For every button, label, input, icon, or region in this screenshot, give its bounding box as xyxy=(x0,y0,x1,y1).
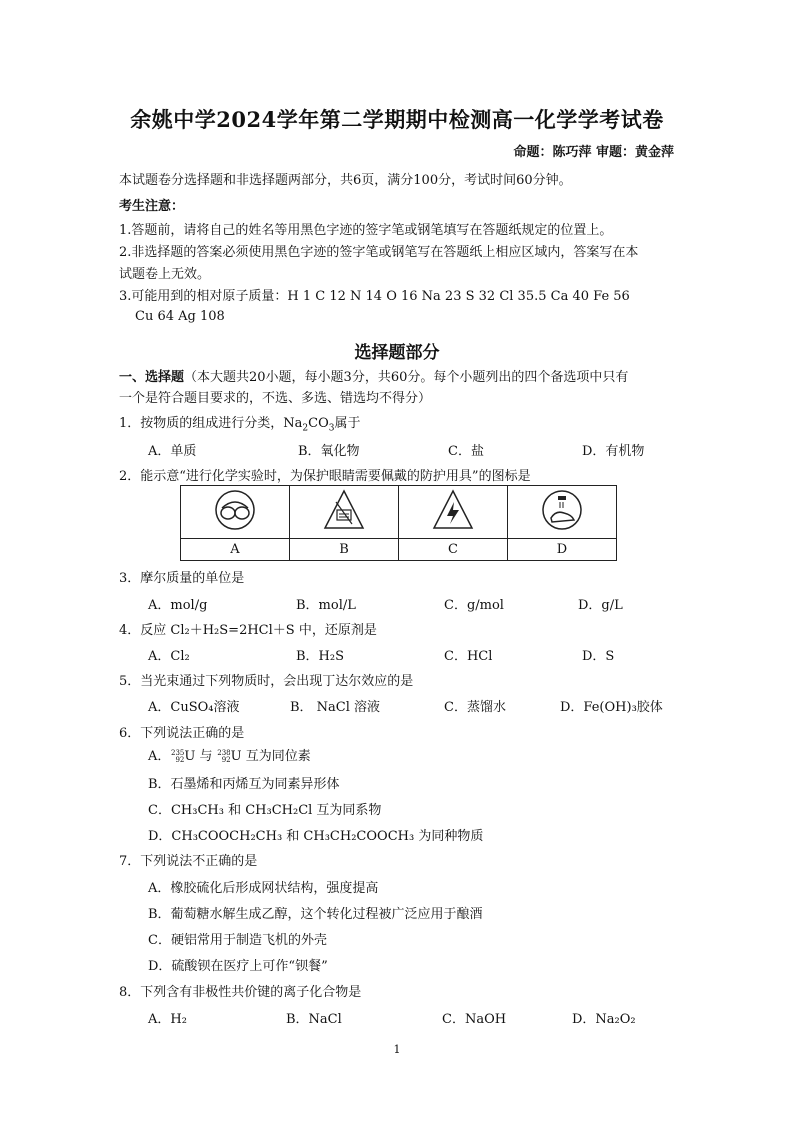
question-6-stem: 6．下列说法正确的是 xyxy=(119,726,245,741)
question-3-stem: 3．摩尔质量的单位是 xyxy=(119,571,245,586)
q2-icon-cell-d xyxy=(508,486,617,539)
q2-label-a: A xyxy=(181,539,290,561)
q8-option-d: D．Na₂O₂ xyxy=(572,1012,636,1027)
part1-description-cont: 一个是符合题目要求的，不选、多选、错选均不得分） xyxy=(119,391,432,406)
q6-option-a xyxy=(148,745,311,764)
notice-item: Cu 64 Ag 108 xyxy=(135,309,225,324)
q6-option-c: C．CH₃CH₃ 和 CH₃CH₂Cl 互为同系物 xyxy=(148,803,382,818)
q1-text: CO xyxy=(308,416,329,431)
mass-number: 235 xyxy=(171,748,185,757)
q8-option-b: B．NaCl xyxy=(286,1012,342,1027)
q2-icon-cell-a xyxy=(181,486,290,539)
q4-option-b: B．H₂S xyxy=(296,649,345,664)
q5-option-d: D．Fe(OH)₃胶体 xyxy=(560,700,663,715)
hot-surface-icon xyxy=(322,488,366,532)
q3-option-a: A．mol/g xyxy=(148,598,208,613)
exam-title: 余姚中学2024学年第二学期期中检测高一化学学考试卷 xyxy=(130,107,664,132)
q3-option-b: B．mol/L xyxy=(296,598,356,613)
q6-option-d: D．CH₃COOCH₂CH₃ 和 CH₃CH₂COOCH₃ 为同种物质 xyxy=(148,829,484,844)
q1-text: 1．按物质的组成进行分类，Na xyxy=(119,416,303,431)
section-title: 选择题部分 xyxy=(354,343,440,363)
q5-option-c: C．蒸馏水 xyxy=(444,700,506,715)
q2-icon-cell-c xyxy=(399,486,508,539)
question-7-stem: 7．下列说法不正确的是 xyxy=(119,854,258,869)
mass-number: 238 xyxy=(217,748,231,757)
hand-washing-icon xyxy=(540,488,584,532)
notice-item: 2.非选择题的答案必须使用黑色字迹的签字笔或钢笔写在答题纸上相应区域内，答案写在本 xyxy=(119,245,639,260)
q2-icon-cell-b xyxy=(290,486,399,539)
q1-text: 属于 xyxy=(334,416,361,431)
q7-option-b: B．葡萄糖水解生成乙醇，这个转化过程被广泛应用于酿酒 xyxy=(148,907,483,922)
q7-option-a: A．橡胶硫化后形成网状结构，强度提高 xyxy=(148,881,379,896)
q6-option-b: B．石墨烯和丙烯互为同素异形体 xyxy=(148,777,340,792)
q1-option-c: C．盐 xyxy=(448,444,484,459)
part1-description: （本大题共20小题，每小题3分，共60分。每个小题列出的四个备选项中只有 xyxy=(184,370,629,385)
q3-option-d: D．g/L xyxy=(578,598,623,613)
q4-option-d: D．S xyxy=(582,649,615,664)
q2-label-c: C xyxy=(399,539,508,561)
q1-option-a: A．单质 xyxy=(148,444,197,459)
q7-option-d: D．硫酸钡在医疗上可作“钡餐” xyxy=(148,959,328,974)
q7-option-c: C．硬铝常用于制造飞机的外壳 xyxy=(148,933,327,948)
q4-option-a: A．Cl₂ xyxy=(148,649,190,664)
q1-sub: 3 xyxy=(328,423,335,434)
q5-option-a: A．CuSO₄溶液 xyxy=(148,700,240,715)
isotope-notation xyxy=(217,750,231,764)
q6-a-text: U 与 xyxy=(184,749,217,764)
q4-option-c: C．HCl xyxy=(444,649,493,664)
q2-icon-table xyxy=(180,485,617,561)
notice-item: 3.可能用到的相对原子质量：H 1 C 12 N 14 O 16 Na 23 S 32 Cl 35.5 Ca 40 Fe 56 xyxy=(119,289,630,304)
q2-label-d: D xyxy=(508,539,617,561)
notice-item: 1.答题前，请将自己的姓名等用黑色字迹的签字笔或钢笔填写在答题纸规定的位置上。 xyxy=(119,223,613,238)
atomic-number: 92 xyxy=(221,755,231,764)
authors-line: 命题：陈巧萍 审题：黄金萍 xyxy=(513,145,674,160)
atomic-number: 92 xyxy=(175,755,185,764)
q6-a-text: U 互为同位素 xyxy=(230,749,311,764)
question-4-stem: 4．反应 Cl₂＋H₂S=2HCl＋S 中，还原剂是 xyxy=(119,623,377,638)
q5-option-b: B． NaCl 溶液 xyxy=(290,700,381,715)
q3-option-c: C．g/mol xyxy=(444,598,504,613)
q8-option-c: C．NaOH xyxy=(442,1012,507,1027)
isotope-notation xyxy=(170,750,184,764)
q1-sub: 2 xyxy=(302,423,309,434)
question-1-stem xyxy=(119,412,361,434)
q2-label-b: B xyxy=(290,539,399,561)
q1-option-b: B．氧化物 xyxy=(298,444,360,459)
part1-heading: 一、选择题 xyxy=(119,370,185,385)
q1-option-d: D．有机物 xyxy=(582,444,645,459)
question-2-stem: 2．能示意“进行化学实验时，为保护眼睛需要佩戴的防护用具”的图标是 xyxy=(119,469,531,484)
intro-text: 本试题卷分选择题和非选择题两部分，共6页，满分100分，考试时间60分钟。 xyxy=(119,173,572,188)
goggles-icon xyxy=(213,488,257,532)
page-number: 1 xyxy=(393,1043,401,1056)
electrical-hazard-icon xyxy=(431,488,475,532)
notice-heading: 考生注意： xyxy=(119,199,185,214)
question-5-stem: 5．当光束通过下列物质时，会出现丁达尔效应的是 xyxy=(119,674,414,689)
question-8-stem: 8．下列含有非极性共价键的离子化合物是 xyxy=(119,985,362,1000)
q8-option-a: A．H₂ xyxy=(148,1012,187,1027)
option-letter: A． xyxy=(148,749,171,764)
notice-item: 试题卷上无效。 xyxy=(119,267,211,282)
part1-heading-line xyxy=(119,369,628,387)
